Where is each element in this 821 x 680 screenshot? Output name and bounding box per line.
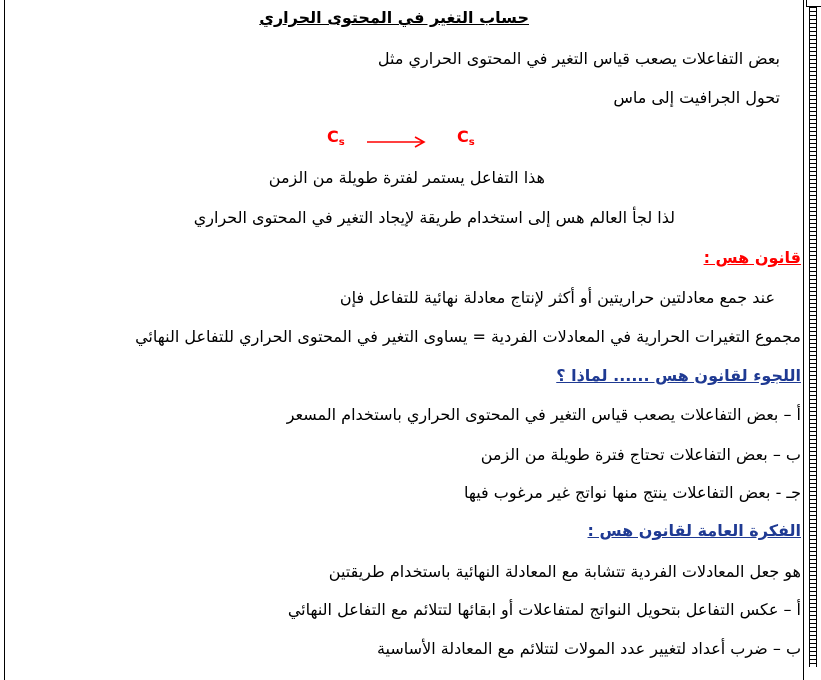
why-hess-item: جـ - بعض التفاعلات ينتج منها نواتج غير مرغوب فيها	[463, 483, 801, 502]
page-border-right	[809, 0, 817, 667]
page-title: حساب التغير في المحتوى الحراري	[259, 8, 529, 27]
why-hess-item: ب – بعض التفاعلات تحتاج فترة طويلة من الزمن	[480, 445, 801, 464]
hess-law-line-2: مجموع التغيرات الحرارية في المعادلات الفردية = يساوى التغير في المحتوى الحراري للتفاعل النهائي	[135, 327, 801, 346]
hess-law-line-1: عند جمع معادلتين حراريتين أو أكثر لإنتاج معادلة نهائية للتفاعل فإن	[339, 288, 775, 307]
explanation-line-2: لذا لجأ العالم هس إلى استخدام طريقة لإيجاد التغير في المحتوى الحراري	[193, 208, 675, 227]
why-hess-heading: اللجوء لقانون هس ...... لماذا ؟	[556, 366, 801, 385]
general-idea-item: أ – عكس التفاعل بتحويل النواتج لمتفاعلات أو ابقائها لتتلائم مع التفاعل النهائي	[287, 600, 801, 619]
why-hess-item: أ – بعض التفاعلات يصعب قياس التغير في المحتوى الحراري باستخدام المسعر	[286, 405, 801, 424]
equation-product: $C_s$	[457, 127, 475, 148]
hess-law-heading: قانون هس :	[703, 248, 801, 267]
explanation-line-1: هذا التفاعل يستمر لفترة طويلة من الزمن	[268, 168, 545, 187]
general-idea-line-1: هو جعل المعادلات الفردية تتشابة مع المعادلة النهائية باستخدام طريقتين	[328, 562, 801, 581]
equation-reactant: $C_s$	[327, 127, 345, 148]
intro-line-2: تحول الجرافيت إلى ماس	[613, 88, 780, 107]
intro-line-1: بعض التفاعلات يصعب قياس التغير في المحتوى الحراري مثل	[377, 49, 780, 68]
general-idea-item: ب – ضرب أعداد لتغيير عدد المولات لتتلائم مع المعادلة الأساسية	[376, 639, 801, 658]
page-corner	[806, 0, 821, 7]
chemical-equation	[5, 125, 805, 151]
general-idea-heading: الفكرة العامة لقانون هس :	[587, 521, 801, 540]
reaction-arrow-icon	[367, 136, 429, 148]
document-page	[4, 0, 804, 680]
